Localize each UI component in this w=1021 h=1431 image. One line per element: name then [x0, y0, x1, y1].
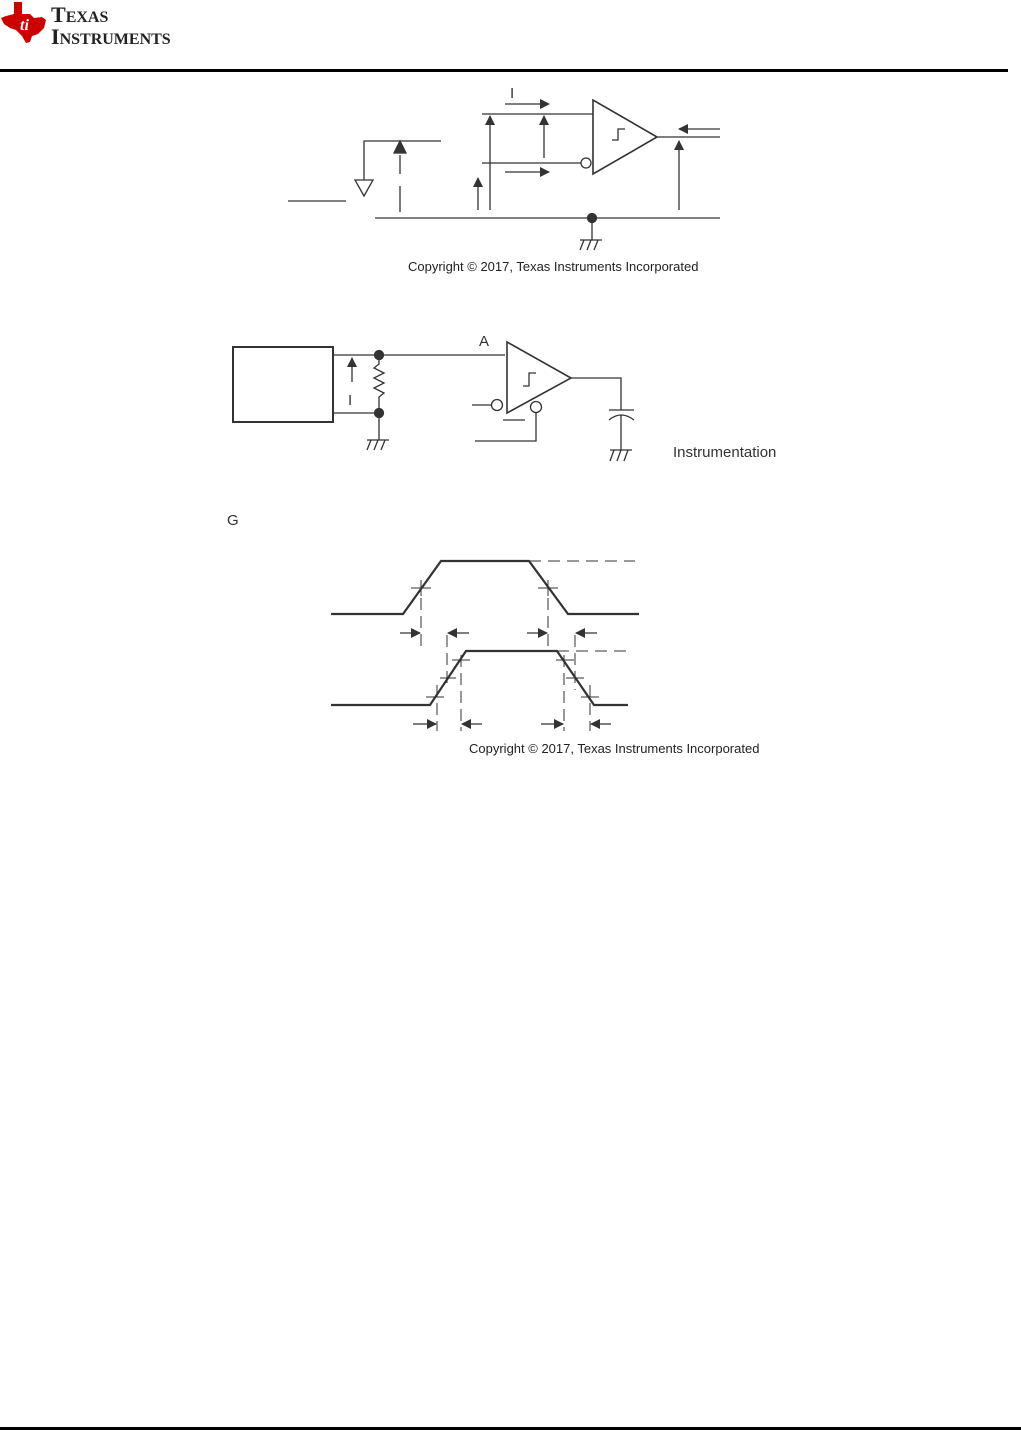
figure-3-timing [331, 561, 639, 731]
junction-dot-top [375, 351, 384, 360]
crosshair-marks [411, 580, 599, 697]
enable-2-wire [475, 413, 536, 441]
input-waveform [331, 561, 639, 614]
enable-bubble [492, 400, 503, 411]
receiver-buffer-icon [593, 100, 657, 174]
figure-3-label: G [227, 512, 239, 529]
logo-line-2: INSTRUMENTS [51, 24, 171, 49]
signal-generator-box [233, 347, 333, 422]
figure-2-input-a-label: A [479, 333, 490, 350]
enable-bubble-2 [531, 402, 542, 413]
figure-1-schematic [288, 100, 720, 250]
voltage-arrow-head-icon [394, 141, 406, 153]
figure-3-copyright: Copyright © 2017, Texas Instruments Incorporated [469, 741, 760, 756]
svg-text:ti: ti [20, 17, 29, 34]
inversion-bubble [581, 158, 591, 168]
logo-line-1: TEXAS [51, 2, 109, 27]
ground-icon-2 [367, 440, 389, 450]
figure-1-current-label: I [510, 85, 515, 102]
signal-ground-icon [355, 180, 373, 196]
figure-2-schematic [233, 342, 634, 461]
termination-resistor-icon [374, 359, 384, 409]
timing-guides [421, 580, 590, 731]
instrumentation-label: Instrumentation [673, 444, 777, 461]
ground-icon-3 [610, 450, 632, 461]
footer-divider [0, 1427, 1021, 1430]
figure-1-copyright: Copyright © 2017, Texas Instruments Incorporated [408, 259, 699, 274]
output-wire-2 [571, 378, 621, 410]
figure-2-current-label: I [348, 392, 353, 409]
ground-icon [580, 240, 602, 250]
